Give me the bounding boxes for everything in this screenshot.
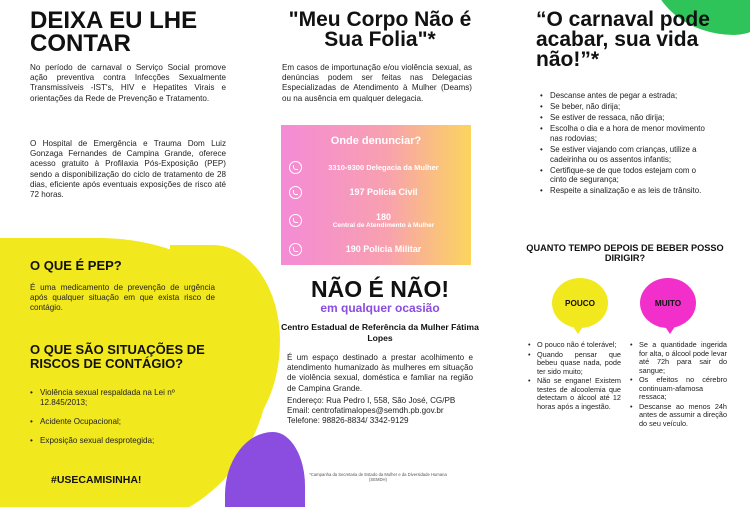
panel-middle (250, 0, 500, 507)
bullet-icon: • (540, 124, 543, 134)
bullet-icon: • (30, 417, 33, 426)
pouco-list (528, 341, 621, 412)
denuncia-title: Onde denunciar? (330, 135, 422, 147)
hospital-paragraph: O Hospital de Emergência e Trauma Dom Luiz Gonzaga Fernandes de Campina Grande, oferece acesso gratuito à Profilaxia Pós-Exposição (PEP) sendo a disponibilização do ciclo de tratamento de 28 dias, eficiente após eventuais exposições de risco até 72 horas. (30, 139, 226, 200)
list-item: • Se a quantidade ingerida for alta, o álcool pode levar até 72h para sair do sangue; (630, 340, 727, 375)
phone-icon (289, 186, 302, 199)
list-item: • Violência sexual respaldada na Lei nº 12.845/2013; (30, 388, 175, 407)
pep-text: É uma medicamento de prevenção de urgência após qualquer situação em que exista risco de contágio. (30, 283, 215, 313)
list-item: • Descanse antes de pegar a estrada; (540, 91, 678, 100)
bullet-icon: • (30, 388, 33, 397)
intro-paragraph: No período de carnaval o Serviço Social promove ação preventiva contra Infecções Sexualmente Transmissíveis -IST's, HIV e Hepatites Virais e orientações da Rede de Prevenção e Tratamento. (30, 63, 226, 103)
list-item: • O pouco não é tolerável; (528, 340, 617, 349)
risk-heading: O QUE SÃO SITUAÇÕES DE RISCOS DE CONTÁGIO? (30, 342, 205, 371)
title-carnaval: “O carnaval pode acabar, sua vida não!”* (536, 8, 710, 71)
email-line: Email: centrofatimalopes@semdh.pb.gov.br (287, 406, 444, 416)
contact-row: 197 Polícia Civil (289, 182, 465, 202)
muito-list (630, 341, 727, 429)
nao-e-nao-heading: NÃO É NÃO! (311, 276, 449, 302)
centro-text: É um espaço destinado a prestar acolhimento e atendimento humanizado às mulheres em situação de violência sexual, doméstica e famliar na região de Campina Grande. (287, 353, 473, 393)
phone-line: Telefone: 98826-8834/ 3342-9129 (287, 416, 409, 426)
campaign-footnote: *Campanha da Secretaria de Estado da Mulher e da Diversidade Humana (SEMDH) (309, 472, 447, 482)
list-item: • Não se engane! Existem testes de alcoolemia que detectam o álcool até 12 horas após a ingestão. (528, 376, 621, 411)
nao-e-nao-subheading: em qualquer ocasião (320, 301, 440, 315)
panel-right (500, 0, 750, 507)
list-item: • Se estiver de ressaca, não dirija; (540, 113, 665, 123)
bullet-icon: • (528, 376, 531, 385)
bullet-icon: • (540, 102, 543, 112)
list-item: • Se beber, não dirija; (540, 102, 621, 112)
pep-heading: O QUE É PEP? (30, 258, 122, 273)
centro-contact-info (287, 396, 473, 427)
address-line: Endereço: Rua Pedro I, 558, São José, CG/PB (287, 396, 456, 405)
bullet-icon: • (528, 340, 531, 349)
pouco-speech-bubble: POUCO (552, 278, 608, 328)
bullet-icon: • (540, 113, 543, 123)
drink-drive-question: QUANTO TEMPO DEPOIS DE BEBER POSSO DIRIGIR? (526, 243, 724, 263)
list-item: • Escolha o dia e a hora de menor movimento nas rodovias; (540, 124, 705, 143)
bullet-icon: • (528, 349, 531, 359)
panel-left (0, 0, 250, 507)
bullet-icon: • (540, 186, 543, 196)
driving-tips-list (540, 91, 710, 197)
muito-speech-bubble: MUITO (640, 278, 696, 328)
hashtag-text: #USECAMISINHA! (51, 474, 142, 486)
list-item: • Acidente Ocupacional; (30, 417, 121, 426)
bullet-icon: • (630, 340, 633, 349)
list-item: • Certifique-se de que todos estejam com o cinto de segurança; (540, 165, 697, 185)
list-item: • Quando pensar que bebeu quase nada, pode ter sido muito; (528, 349, 621, 376)
bullet-icon: • (630, 375, 633, 384)
contact-row: 3310-9300 Delegacia da Mulher (289, 157, 465, 177)
list-item: • Exposição sexual desprotegida; (30, 436, 155, 445)
centro-title: Centro Estadual de Referência da Mulher Fátima Lopes (281, 322, 479, 343)
bullet-icon: • (630, 401, 633, 411)
title-deixa-eu-lhe-contar: DEIXA EU LHE CONTAR (30, 7, 198, 57)
list-item: • Descanse ao menos 24h antes de assumir a direção do seu veículo. (630, 401, 727, 428)
bullet-icon: • (540, 91, 543, 100)
bullet-icon: • (540, 144, 543, 154)
denuncia-box (281, 125, 471, 265)
list-item: • Os efeitos no cérebro continuam-afamosa ressaca; (630, 375, 727, 401)
bullet-icon: • (540, 165, 543, 175)
risk-list (30, 388, 220, 455)
phone-icon (289, 243, 302, 256)
list-item: • Se estiver viajando com crianças, utilize a cadeirinha ou os assentos infantis; (540, 144, 697, 164)
bullet-icon: • (30, 436, 33, 445)
denuncia-paragraph: Em casos de importunação e/ou violência sexual, as denúncias podem ser feitas nas Delegacias Especializadas de Atendimento à Mulher (Deams) ou na ausência em qualquer delegacia. (282, 63, 472, 103)
phone-icon (289, 161, 302, 174)
phone-icon (289, 214, 302, 227)
list-item: • Respeite a sinalização e as leis de trânsito. (540, 186, 702, 196)
contact-row: 190 Polícia Militar (289, 239, 465, 259)
contact-row: 180 Central de Atendimento à Mulher (289, 207, 465, 233)
title-meu-corpo: "Meu Corpo Não é Sua Folia"* (288, 8, 472, 51)
